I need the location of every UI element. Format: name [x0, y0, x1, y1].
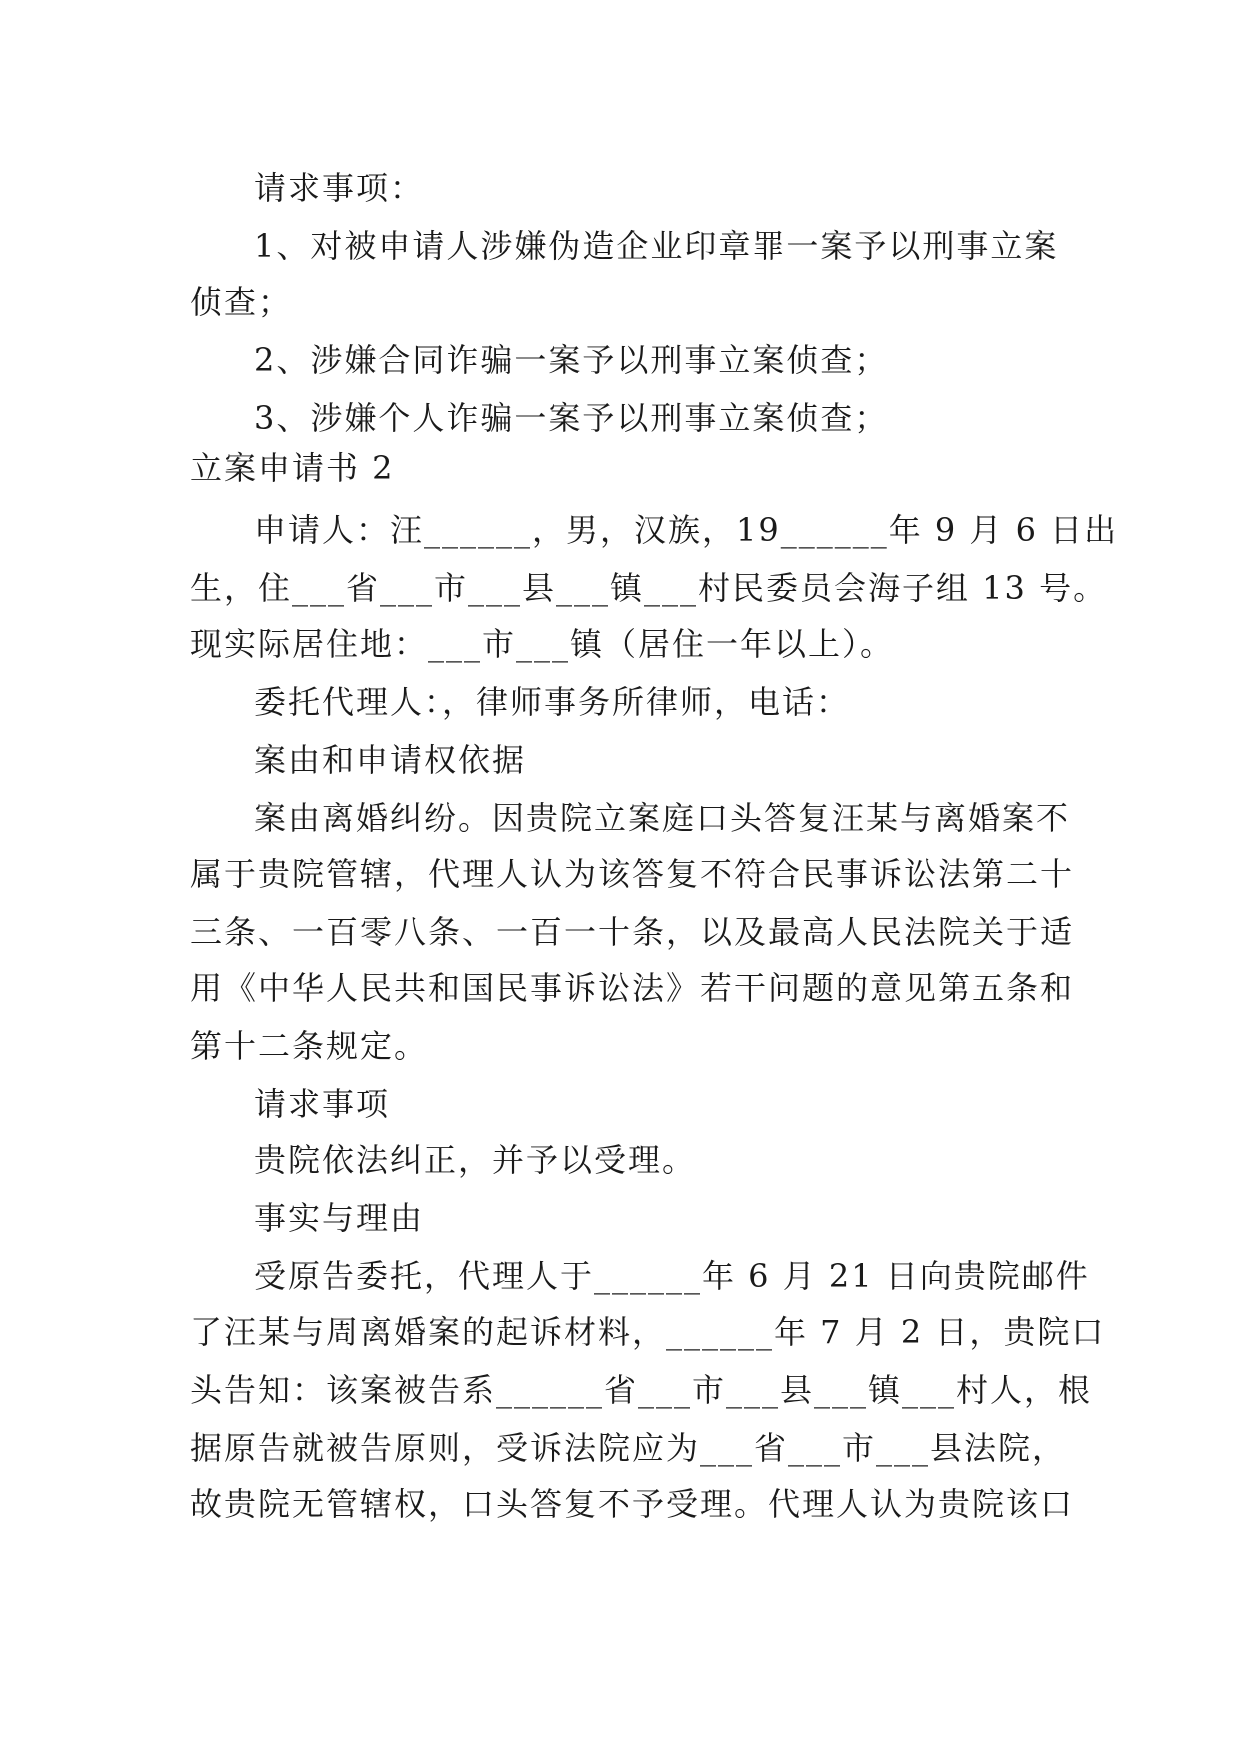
paragraph-line: 故贵院无管辖权，口头答复不予受理。代理人认为贵院该口 — [190, 1485, 1075, 1523]
paragraph-line: 受原告委托，代理人于______年 6 月 21 日向贵院邮件 — [254, 1257, 1090, 1295]
paragraph-line: 了汪某与周离婚案的起诉材料，______年 7 月 2 日，贵院口 — [190, 1313, 1106, 1351]
paragraph-line: 申请人：汪______，男，汉族，19______年 9 月 6 日出 — [254, 511, 1119, 549]
paragraph-line: 1、对被申请人涉嫌伪造企业印章罪一案予以刑事立案 — [254, 227, 1059, 265]
document-title: 立案申请书 2 — [190, 449, 395, 487]
paragraph-line: 委托代理人：，律师事务所律师，电话： — [254, 683, 851, 721]
paragraph-line: 头告知：该案被告系______省___市___县___镇___村人，根 — [190, 1371, 1093, 1409]
paragraph-line: 现实际居住地：___市___镇（居住一年以上）。 — [190, 625, 895, 663]
paragraph-line: 三条、一百零八条、一百一十条，以及最高人民法院关于适 — [190, 913, 1075, 951]
paragraph-line: 第十二条规定。 — [190, 1027, 429, 1065]
paragraph-line: 属于贵院管辖，代理人认为该答复不符合民事诉讼法第二十 — [190, 855, 1075, 893]
paragraph-line: 3、涉嫌个人诈骗一案予以刑事立案侦查； — [254, 399, 889, 437]
section-heading-facts: 事实与理由 — [254, 1199, 425, 1237]
paragraph-line: 据原告就被告原则，受诉法院应为___省___市___县法院， — [190, 1429, 1067, 1467]
paragraph-line: 贵院依法纠正，并予以受理。 — [254, 1141, 697, 1179]
section-heading-request: 请求事项 — [254, 1085, 391, 1123]
paragraph-line: 生，住___省___市___县___镇___村民委员会海子组 13 号。 — [190, 569, 1108, 607]
section-heading-claims: 请求事项： — [254, 169, 425, 207]
paragraph-line: 案由离婚纠纷。因贵院立案庭口头答复汪某与离婚案不 — [254, 799, 1071, 837]
paragraph-line: 用《中华人民共和国民事诉讼法》若干问题的意见第五条和 — [190, 969, 1075, 1007]
paragraph-line: 侦查； — [190, 283, 293, 321]
paragraph-line: 2、涉嫌合同诈骗一案予以刑事立案侦查； — [254, 341, 889, 379]
section-heading-basis: 案由和申请权依据 — [254, 741, 527, 779]
